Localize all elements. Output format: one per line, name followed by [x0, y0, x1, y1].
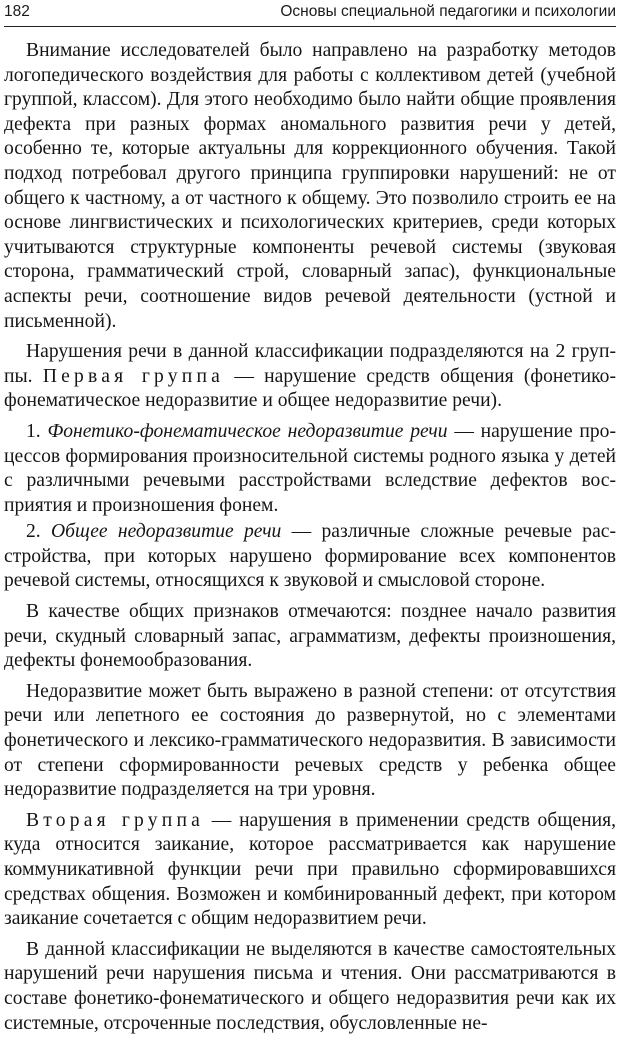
running-title: Основы специальной педагогики и психологии [280, 3, 616, 20]
paragraph-5: В качестве общих признаков отмечаются: позднее начало развития речи, скудный словарный запас, аграмматизм, дефекты произношения, дефекты фонемообразования. [4, 601, 616, 672]
paragraph-1: Внимание исследователей было направлено на разработку методов логопедического воздействия для работы с коллективом детей (учебной группой, классом). Для этого необходимо было найти общие проявления дефекта при разных формах аномального развития речи у детей, особенно те, которые актуальны для коррекционного обучения. Такой подход потребовал другого принципа группировки нарушений: не от общего к частному, а от частного к общему. Это позволило строить ее на основе лингвистических и психологических критериев, среди которых учитываются структурные компоненты речевой системы (звуковая сторона, грамматический строй, словарный запас), функциональные аспекты речи, соотношение видов речевой деятельности (устной и письменной). [4, 40, 616, 332]
item-2-term: Общее недоразвитие речи [50, 521, 282, 543]
item-1-text: — нарушение процессов формирования произносительной системы родного языка у детей с различными речевыми расстройствами вследствие дефектов восприятия и произношения фонем. [4, 420, 617, 516]
paragraph-2-text-b: — нарушение средств общения (фонетико-фонематическое недоразвитие и общее недоразвитие речи). [4, 365, 616, 412]
paragraph-8: В данной классификации не выделяются в качестве самостоятельных нарушений речи нарушения письма и чтения. Они рассматриваются в составе фонетико-фонематического и общего недоразвития речи как их системные, отсроченные последствия, обусловленные не- [4, 938, 616, 1034]
paragraph-7 [4, 809, 616, 932]
paragraph-6: Недоразвитие может быть выражено в разной степени: от отсутствия речи или лепетного ее состояния до развернутой, но с элементами фонетического и лексико-грамматического недоразвития. В зависимости от степени сформированности речевых средств у ребенка общее недоразвитие подразделяется на три уровня. [4, 680, 616, 801]
page-body [4, 39, 616, 1042]
item-1-term: Фонетико-фонематическое недоразвитие речи [47, 420, 448, 442]
item-2-text: — различные сложные речевые расстройства, при которых нарушено формирование всех компонентов речевой системы, относящихся к звуковой и смысловой стороне. [4, 521, 616, 592]
first-group-term: Первая группа [42, 365, 225, 387]
paragraph-2 [4, 340, 616, 414]
item-2-number: 2. [26, 521, 51, 543]
paragraph-7-text: — нарушения в применении средств общения, куда относится заикание, которое рассматривается как нарушение коммуникативной функции речи при правильно сформировавшихся средствах общения. Возможен и комбинированный дефект, при котором заикание сочетается с общим недоразвитием речи. [4, 809, 616, 930]
paragraph-3 [4, 420, 616, 518]
item-1-number: 1. [26, 420, 48, 442]
paragraph-4 [4, 520, 616, 594]
paragraph-2-text-a: Нарушения речи в данной классификации подразделяются на 2 группы. [4, 341, 616, 387]
second-group-term: Вторая группа [26, 809, 205, 831]
page-number: 182 [4, 3, 30, 20]
running-header [4, 0, 616, 27]
